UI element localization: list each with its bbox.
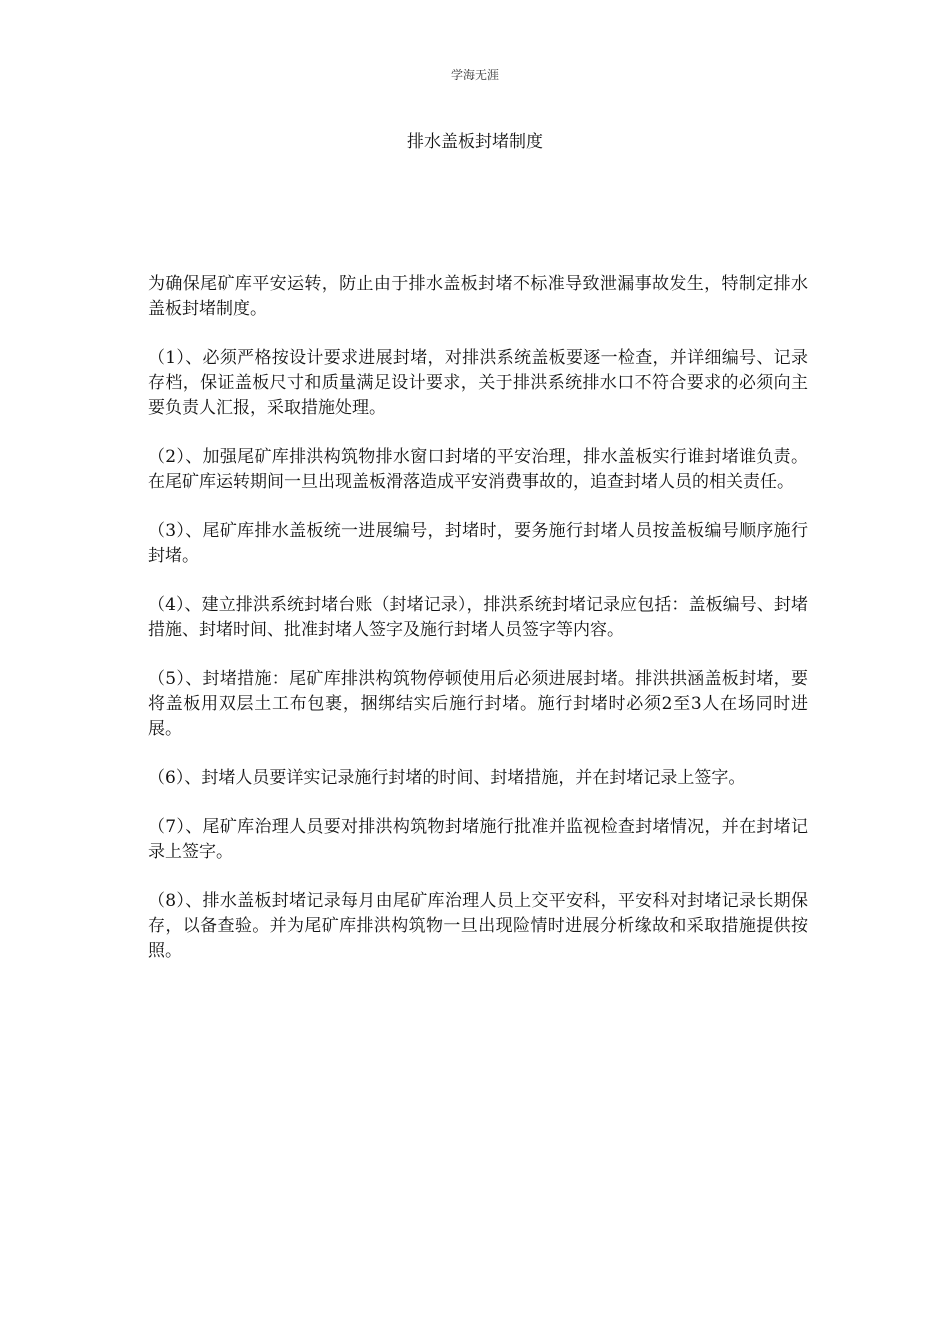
page-header: 学海无涯 <box>450 68 499 82</box>
clause-8-paragraph: （8）、排水盖板封堵记录每月由尾矿库治理人员上交平安科，平安科对封堵记录长期保存，以备查验。并为尾矿库排洪构筑物一旦出现险情时进展分析缘故和采取措施提供按照。 <box>148 891 808 961</box>
document-title: 排水盖板封堵制度 <box>407 132 543 152</box>
clause-6-paragraph: （6）、封堵人员要详实记录施行封堵的时间、封堵措施，并在封堵记录上签字。 <box>148 768 746 788</box>
document-body <box>148 272 808 988</box>
intro-paragraph: 为确保尾矿库平安运转，防止由于排水盖板封堵不标准导致泄漏事故发生，特制定排水盖板封堵制度。 <box>148 274 808 319</box>
clause-4-paragraph: （4）、建立排洪系统封堵台账（封堵记录），排洪系统封堵记录应包括：盖板编号、封堵措施、封堵时间、批准封堵人签字及施行封堵人员签字等内容。 <box>148 595 808 640</box>
clause-1-paragraph: （1）、必须严格按设计要求进展封堵，对排洪系统盖板要逐一检查，并详细编号、记录存档，保证盖板尺寸和质量满足设计要求，关于排洪系统排水口不符合要求的必须向主要负责人汇报，采取措施处理。 <box>148 348 808 418</box>
clause-3-paragraph: （3）、尾矿库排水盖板统一进展编号，封堵时，要务施行封堵人员按盖板编号顺序施行封堵。 <box>148 521 808 566</box>
clause-2-paragraph: （2）、加强尾矿库排洪构筑物排水窗口封堵的平安治理，排水盖板实行谁封堵谁负责。在尾矿库运转期间一旦出现盖板滑落造成平安消费事故的，追查封堵人员的相关责任。 <box>148 447 808 492</box>
clause-5-paragraph: （5）、封堵措施：尾矿库排洪构筑物停顿使用后必须进展封堵。排洪拱涵盖板封堵，要将盖板用双层土工布包裹，捆绑结实后施行封堵。施行封堵时必须2至3人在场同时进展。 <box>148 669 808 739</box>
clause-7-paragraph: （7）、尾矿库治理人员要对排洪构筑物封堵施行批准并监视检查封堵情况，并在封堵记录上签字。 <box>148 817 808 862</box>
